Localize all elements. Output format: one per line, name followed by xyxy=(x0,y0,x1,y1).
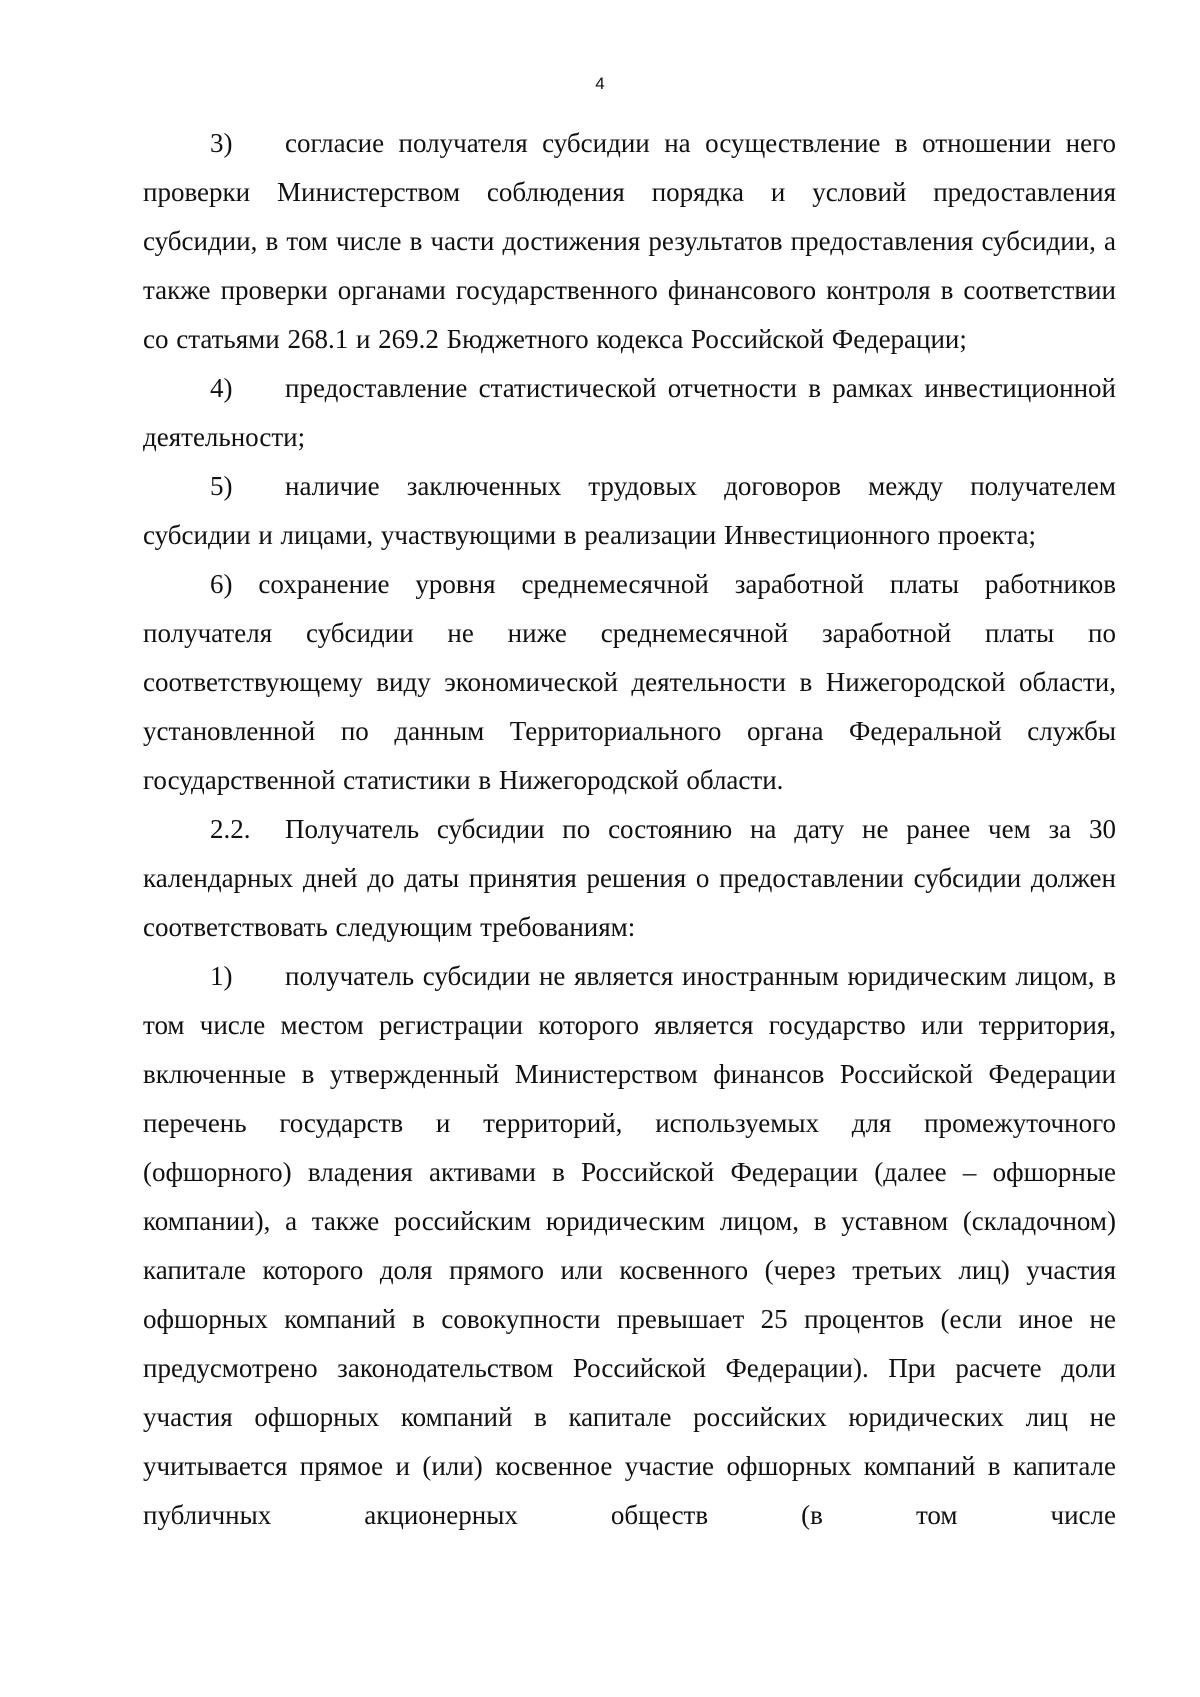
paragraph-text: согласие получателя субсидии на осуществление в отношении него проверки Министерством соблюдения порядка и условий предоставления субсидии, в том числе в части достижения результатов предоставления субсидии, а также проверки органами государственного финансового контроля в соответствии со статьями 268.1 и 269.2 Бюджетного кодекса Российской Федерации; xyxy=(143,128,1116,354)
item-marker: 1) xyxy=(210,961,233,991)
paragraph-item-1 xyxy=(143,952,1116,1540)
item-marker: 5) xyxy=(210,471,233,501)
paragraph-item-4 xyxy=(143,364,1116,462)
item-marker: 4) xyxy=(210,373,233,403)
paragraph-text: предоставление статистической отчетности в рамках инвестиционной деятельности; xyxy=(143,373,1116,452)
paragraph-section-2-2 xyxy=(143,805,1116,952)
paragraph-text: 6) сохранение уровня среднемесячной заработной платы работников получателя субсидии не ниже среднемесячной заработной платы по соответствующему виду экономической деятельности в Нижегородской области, установленной по данным Территориального органа Федеральной службы государственной статистики в Нижегородской области. xyxy=(143,569,1116,795)
section-marker: 2.2. xyxy=(210,814,251,844)
paragraph-item-3 xyxy=(143,119,1116,364)
paragraph-item-5 xyxy=(143,462,1116,560)
document-body xyxy=(143,119,1116,1540)
paragraph-text: получатель субсидии не является иностранным юридическим лицом, в том числе местом регистрации которого является государство или территория, включенные в утвержденный Министерством финансов Российской Федерации перечень государств и территорий, используемых для промежуточного (офшорного) владения активами в Российской Федерации (далее – офшорные компании), а также российским юридическим лицом, в уставном (складочном) капитале которого доля прямого или косвенного (через третьих лиц) участия офшорных компаний в совокупности превышает 25 процентов (если иное не предусмотрено законодательством Российской Федерации). При расчете доли участия офшорных компаний в капитале российских юридических лиц не учитывается прямое и (или) косвенное участие офшорных компаний в капитале публичных акционерных обществ (в том числе xyxy=(143,961,1116,1530)
paragraph-text: Получатель субсидии по состоянию на дату не ранее чем за 30 календарных дней до даты принятия решения о предоставлении субсидии должен соответствовать следующим требованиям: xyxy=(143,814,1116,942)
paragraph-item-6 xyxy=(143,560,1116,805)
paragraph-text: наличие заключенных трудовых договоров между получателем субсидии и лицами, участвующими в реализации Инвестиционного проекта; xyxy=(143,471,1116,550)
item-marker: 3) xyxy=(210,128,233,158)
page-number: 4 xyxy=(595,74,605,93)
